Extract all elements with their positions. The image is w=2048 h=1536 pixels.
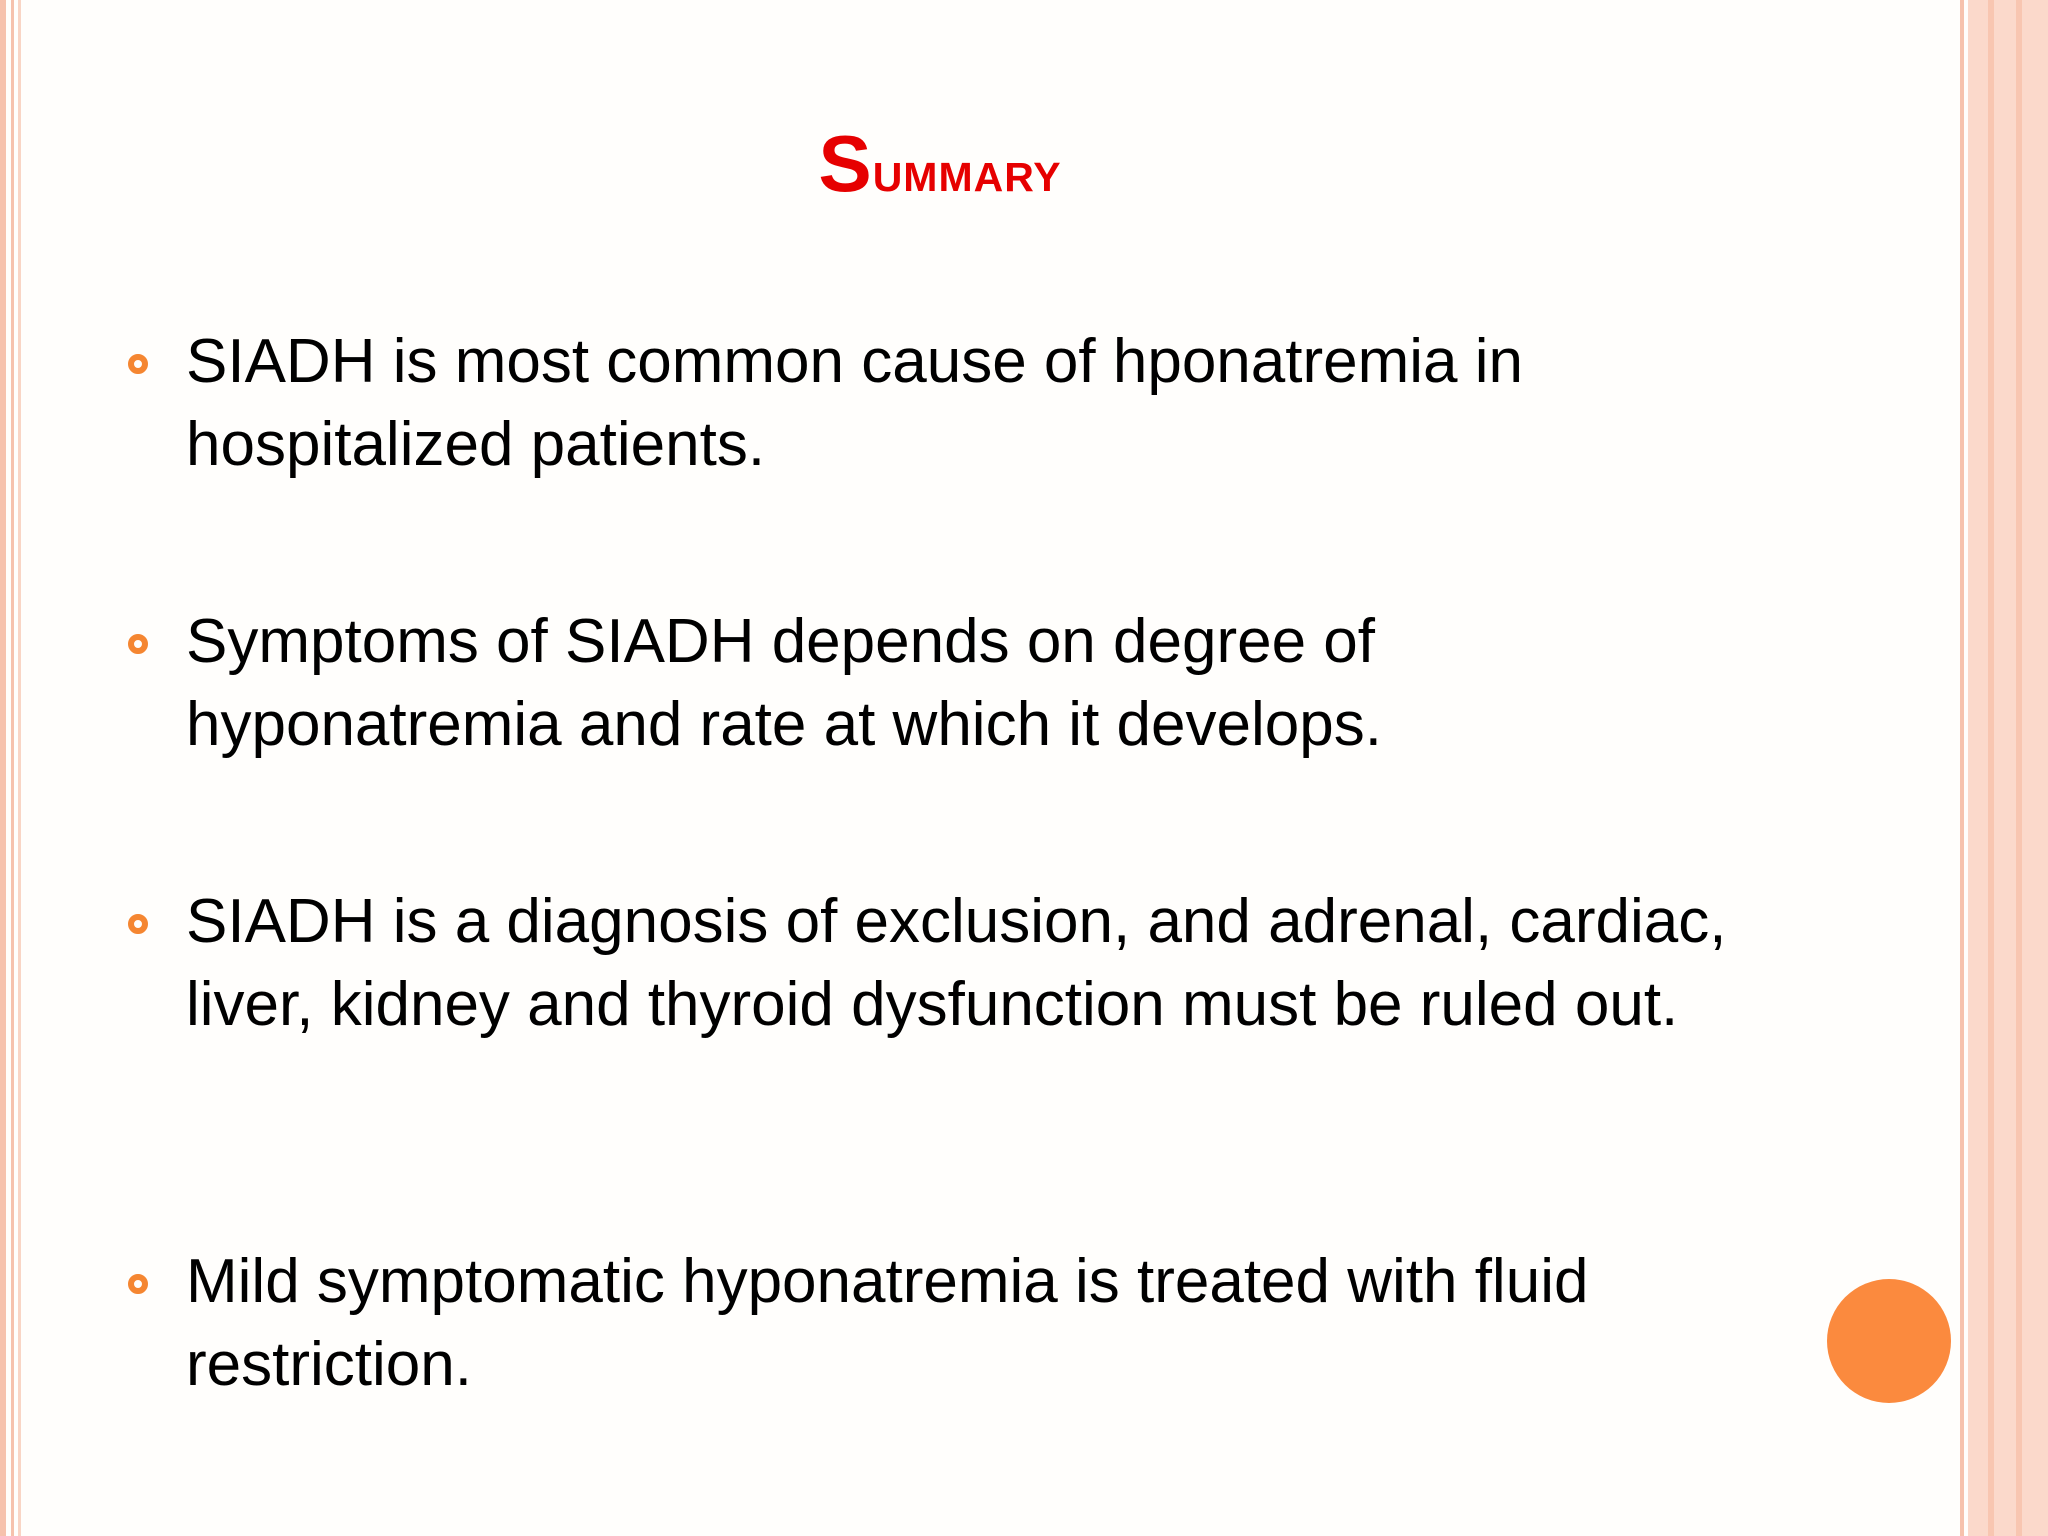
- right-border-band: [2022, 0, 2048, 1536]
- bullet-ring-icon: [128, 634, 148, 654]
- left-border-line: [0, 0, 6, 1536]
- right-border-band: [1968, 0, 1988, 1536]
- slide-title: [0, 118, 1880, 210]
- left-border-line: [11, 0, 14, 1536]
- slide-title-rest: ummary: [872, 139, 1062, 204]
- bullet-text: SIADH is most common cause of hponatremia in hospitalized patients.: [186, 327, 1523, 479]
- right-border-band: [1994, 0, 2016, 1536]
- bullet-ring-icon: [128, 1274, 148, 1294]
- bullet-ring-icon: [128, 354, 148, 374]
- left-border-line: [18, 0, 21, 1536]
- bullet-text: SIADH is a diagnosis of exclusion, and adrenal, cardiac, liver, kidney and thyroid dysfunction must be ruled out.: [186, 887, 1727, 1039]
- right-border-band: [1960, 0, 1964, 1536]
- slide-title-lead: S: [818, 119, 873, 208]
- bullet-text: Symptoms of SIADH depends on degree of hyponatremia and rate at which it develops.: [186, 607, 1382, 759]
- decorative-circle: [1827, 1279, 1951, 1403]
- bullet-ring-icon: [128, 914, 148, 934]
- bullet-text: Mild symptomatic hyponatremia is treated with fluid restriction.: [186, 1247, 1589, 1399]
